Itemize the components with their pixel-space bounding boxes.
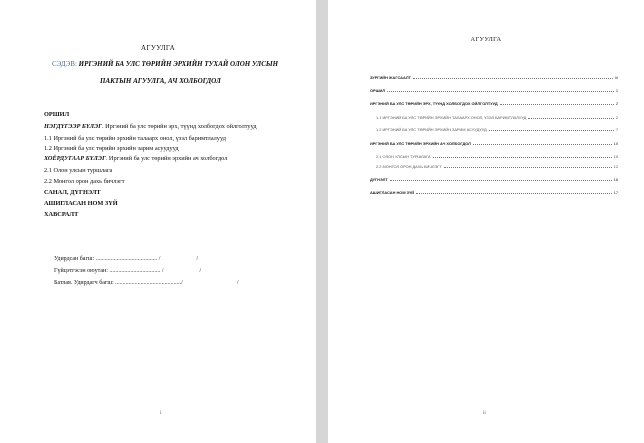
toc-entry[interactable]: ДҮГНЭЛТ 16 (370, 177, 618, 182)
toc-entry[interactable]: 1.2 ИРГЭНИЙ БА УЛС ТӨРИЙН ЭРХИЙН ЗАРИМ АСУУДУУД 7 (376, 127, 618, 132)
document-page-2 (328, 0, 644, 443)
toc-entry: 1.2 Иргэний ба улс төрийн эрхийн зарим асуудууд (44, 145, 179, 152)
toc-entry: 2.2 Монгол орон дахь бичлэгт (44, 178, 125, 185)
toc-entry[interactable]: ЗУРГИЙН ЖАГСААЛТ iii (370, 75, 618, 80)
signature-line: Гүйцэтгэсэн оюутан: .................................. / / (54, 268, 202, 274)
topic-line-2: ПАКТЫН АГУУЛГА, АЧ ХОЛБОГДОЛ (100, 77, 221, 85)
toc-entry: САНАЛ, ДҮГНЭЛТ (44, 189, 101, 196)
toc-entry: ХОЁРДУГААР БҮЛЭГ. Иргэний ба улс төрийн эрхийн ач холбогдол (44, 155, 228, 162)
toc-entry[interactable]: 2.1 ОЛОН УЛСЫН ТУРШЛАГА 10 (376, 154, 618, 159)
page-title: АГУУЛГА (140, 44, 176, 52)
toc-entry[interactable]: ИРГЭНИЙ БА УЛС ТӨРИЙН ЭРХ, ТҮҮНД ХОЛБОГДОХ ОЙЛГОЛТУУД 2 (370, 101, 618, 106)
signature-line: Батлав. Удирдагч багш: ............................................/ / (54, 280, 239, 286)
toc-entry: ХАВСРАЛТ (44, 211, 79, 218)
toc-entry: ОРШИЛ (44, 111, 70, 118)
toc-entry: 1.1 Иргэний ба улс төрийн эрхийн талаарх онол, үзэл баримтлалууд (44, 135, 226, 142)
page-gutter (316, 0, 328, 443)
toc-entry: 2.1 Олон улсын туршлага (44, 167, 113, 174)
signature-line: Удирдсан багш: ......................................... / / (54, 256, 199, 262)
document-page-1 (0, 0, 316, 443)
toc-entry: АШИГЛАСАН НОМ ЗҮЙ (44, 200, 118, 207)
page-title: АГУУЛГА (470, 36, 502, 43)
page-number: ii (483, 411, 486, 416)
toc-entry[interactable]: АШИГЛАСАН НОМ ЗҮЙ 17 (370, 190, 618, 195)
toc-entry[interactable]: ОРШИЛ 1 (370, 88, 618, 93)
toc-entry[interactable]: ИРГЭНИЙ БА УЛС ТӨРИЙН ЭРХИЙН АЧ ХОЛБОГДОЛ 10 (370, 141, 618, 146)
topic-line-1 (52, 60, 278, 68)
topic-prefix: СЭДЭВ: (52, 60, 79, 68)
toc-entry: НЭГДҮГЭЭР БҮЛЭГ. Иргэний ба улс төрийн эрх, түүнд холбогдох ойлголтууд (44, 123, 257, 130)
page-number: i (160, 411, 162, 416)
topic-text: ИРГЭНИЙ БА УЛС ТӨРИЙН ЭРХИЙН ТУХАЙ ОЛОН УЛСЫН (78, 60, 279, 68)
toc-entry[interactable]: 1.1 ИРГЭНИЙ БА УЛС ТӨРИЙН ЭРХИЙН ТАЛААРХ ОНОЛ, ҮЗЭЛ БАРИМТЛАЛУУД 2 (376, 115, 618, 120)
toc-entry[interactable]: 2.2 МОНГОЛ ОРОН ДАХЬ БИЧЛЭГТ 12 (376, 164, 618, 169)
